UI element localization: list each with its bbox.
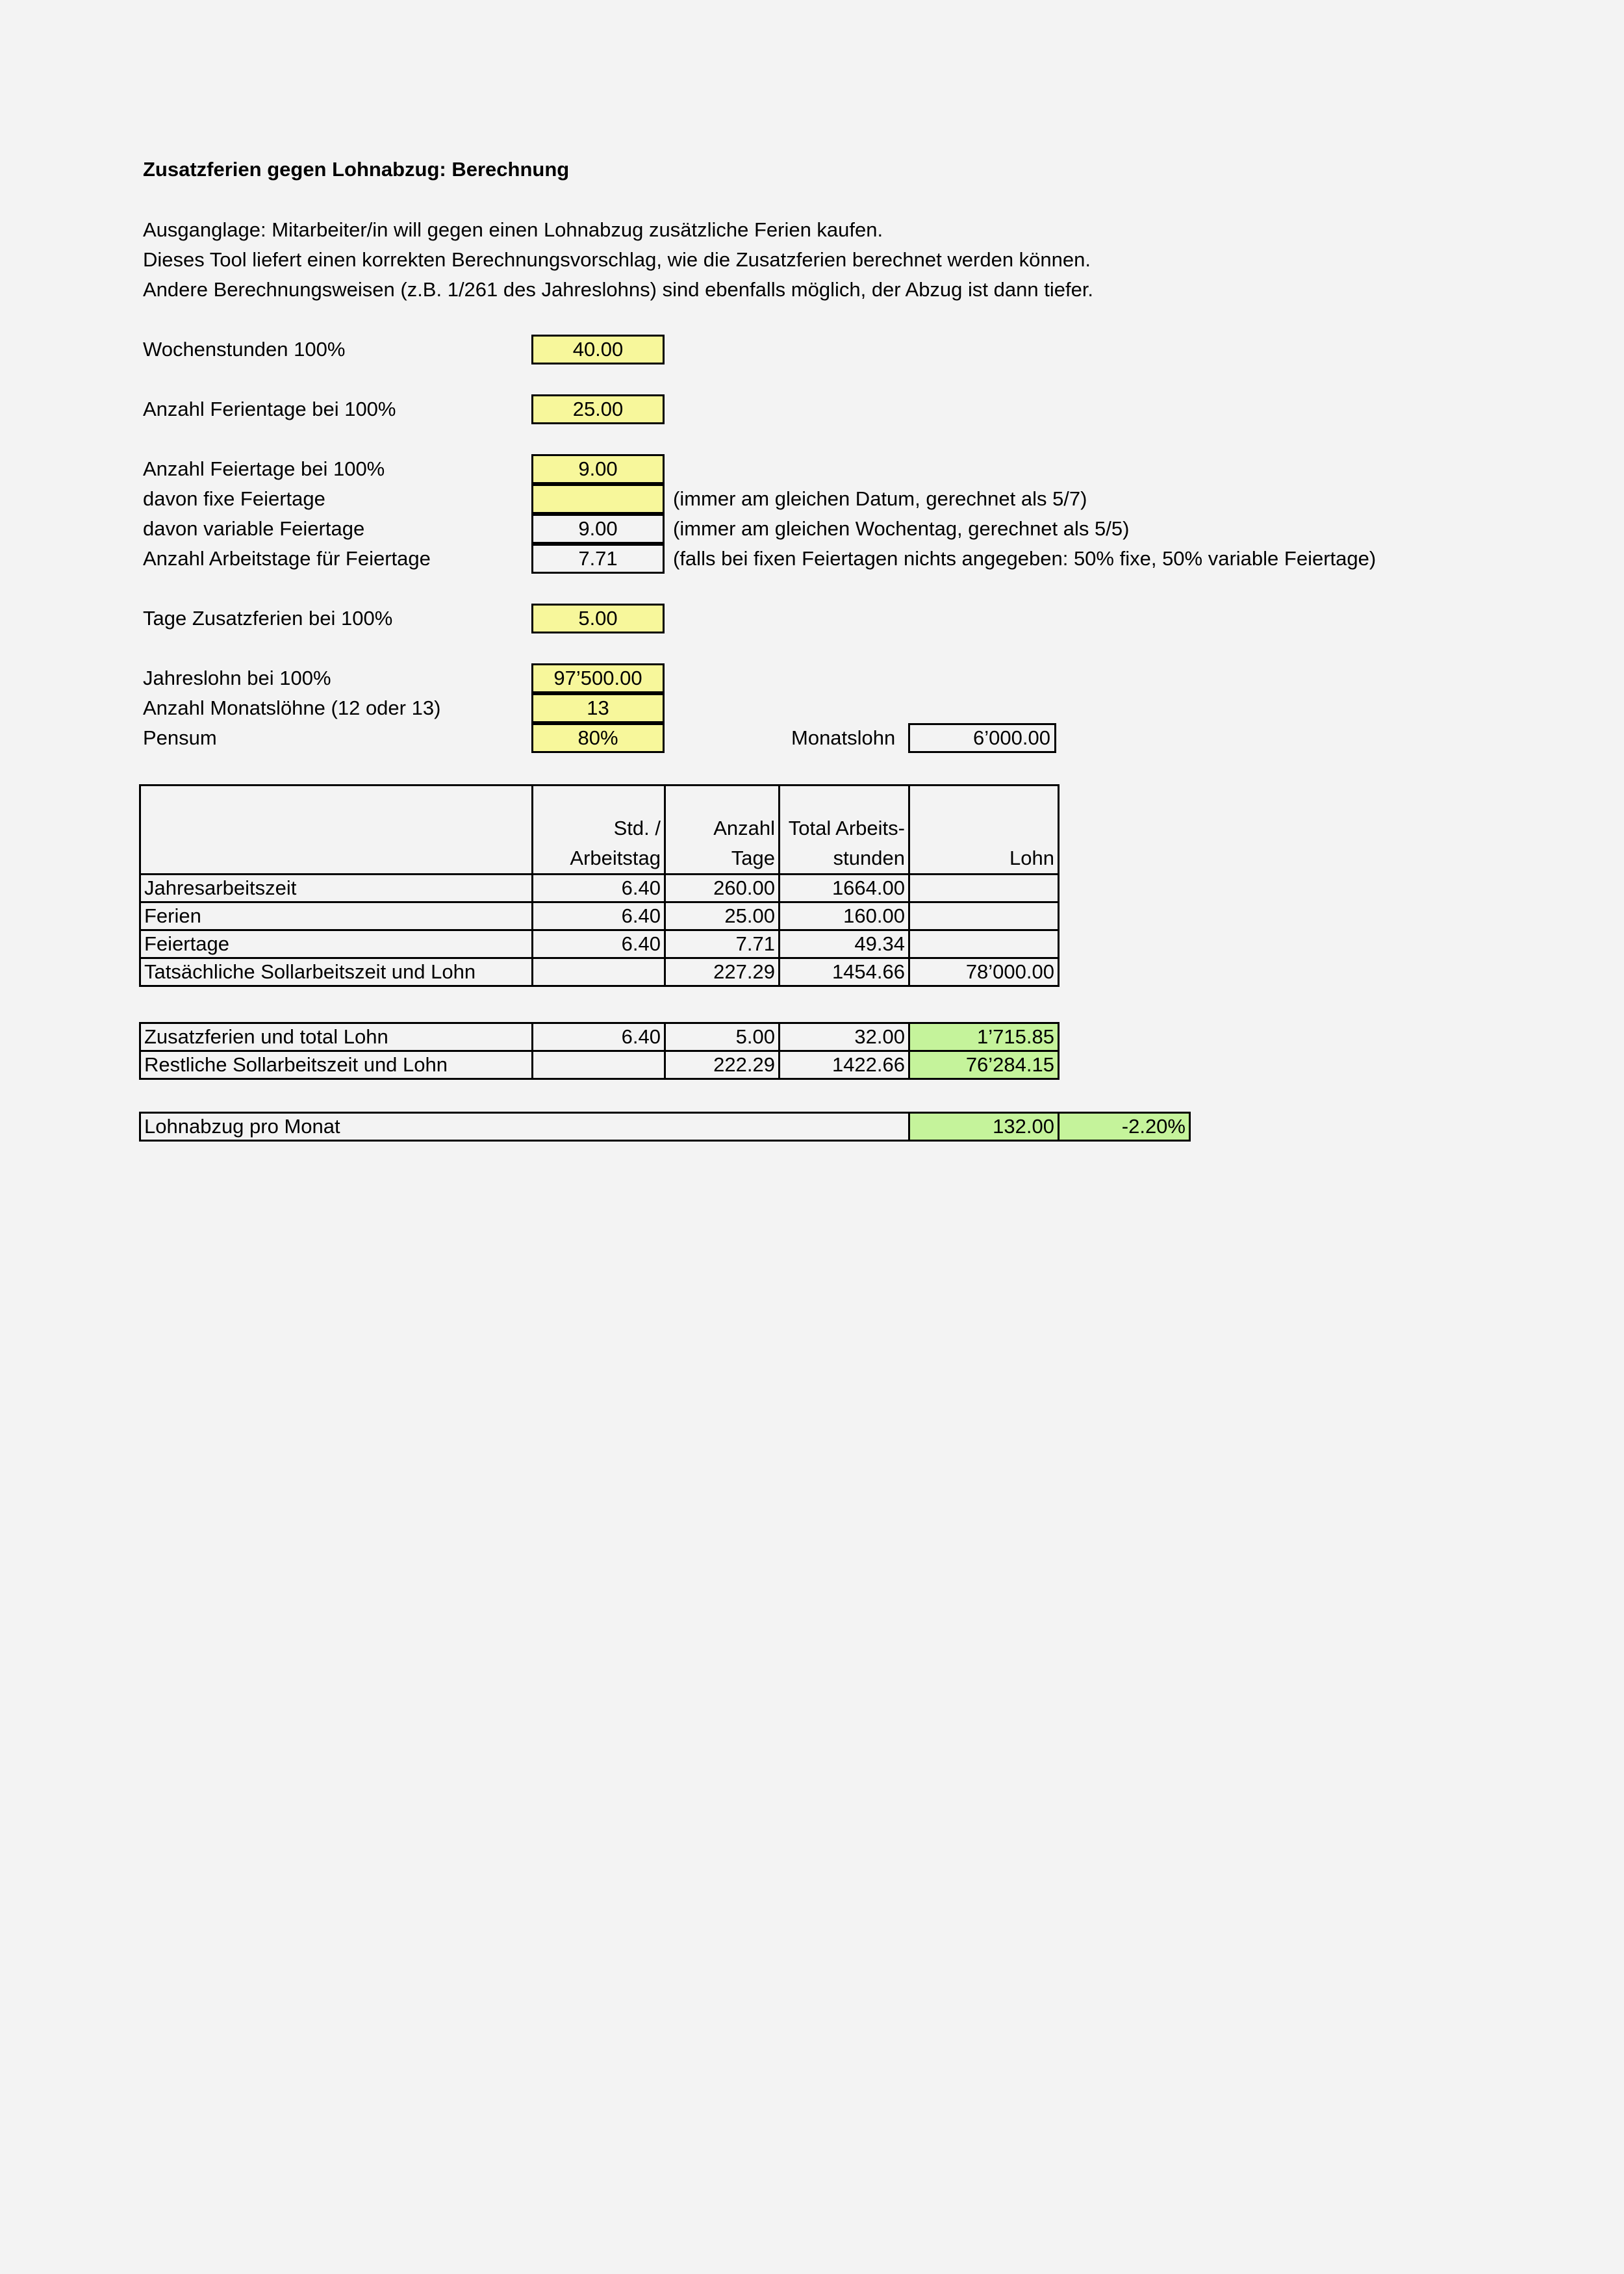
row-total: 32.00 [780,1023,909,1051]
row-tage: 227.29 [665,958,780,986]
row-lohn [909,875,1059,902]
monatsloehne-input[interactable]: 13 [531,693,665,723]
row-total: 1664.00 [780,875,909,902]
row-label: Feiertage [140,930,533,958]
calculation-table [139,784,1059,987]
header-total-arbeitsstunden: Total Arbeits- stunden [780,786,909,875]
variable-feiertage-label: davon variable Feiertage [143,517,365,540]
table-row [140,1023,1059,1051]
row-lohn: 76’284.15 [909,1051,1059,1079]
header-lohn: Lohn [909,786,1059,875]
row-std: 6.40 [533,1023,665,1051]
row-lohn [909,902,1059,930]
feiertage-label: Anzahl Feiertage bei 100% [143,457,385,480]
monatsloehne-label: Anzahl Monatslöhne (12 oder 13) [143,696,441,719]
row-total: 1422.66 [780,1051,909,1079]
fixe-feiertage-note: (immer am gleichen Datum, gerechnet als 5/7) [673,487,1087,510]
table-row [140,930,1059,958]
row-label: Jahresarbeitszeit [140,875,533,902]
table-row [140,958,1059,986]
row-tage: 7.71 [665,930,780,958]
zusatzferien-label: Tage Zusatzferien bei 100% [143,607,393,630]
row-std: 6.40 [533,875,665,902]
lohnabzug-label: Lohnabzug pro Monat [140,1113,909,1141]
table-row [140,902,1059,930]
monatslohn-value: 6’000.00 [908,723,1056,753]
feiertage-input[interactable]: 9.00 [531,454,665,484]
lohnabzug-percent: -2.20% [1059,1113,1190,1141]
intro-line-2: Dieses Tool liefert einen korrekten Berechnungsvorschlag, wie die Zusatzferien berechnet werden können. [143,248,1091,271]
wochenstunden-input[interactable]: 40.00 [531,335,665,364]
fixe-feiertage-label: davon fixe Feiertage [143,487,325,510]
jahreslohn-input[interactable]: 97’500.00 [531,663,665,693]
pensum-input[interactable]: 80% [531,723,665,753]
row-total: 160.00 [780,902,909,930]
row-tage: 25.00 [665,902,780,930]
ferientage-label: Anzahl Ferientage bei 100% [143,398,396,420]
arbeitstage-feiertage-label: Anzahl Arbeitstage für Feiertage [143,547,431,570]
row-std [533,1051,665,1079]
row-label: Restliche Sollarbeitszeit und Lohn [140,1051,533,1079]
header-empty-cell [140,786,533,875]
row-lohn: 78’000.00 [909,958,1059,986]
jahreslohn-label: Jahreslohn bei 100% [143,667,331,689]
arbeitstage-feiertage-value: 7.71 [531,544,665,574]
monatslohn-label: Monatslohn [791,726,896,749]
row-lohn: 1’715.85 [909,1023,1059,1051]
pensum-label: Pensum [143,726,217,749]
row-label: Tatsächliche Sollarbeitszeit und Lohn [140,958,533,986]
table-header-row [140,786,1059,875]
row-total: 49.34 [780,930,909,958]
zusatzferien-input[interactable]: 5.00 [531,604,665,633]
result-table [139,1022,1059,1080]
header-anzahl-tage: Anzahl Tage [665,786,780,875]
wochenstunden-label: Wochenstunden 100% [143,338,346,361]
row-lohn [909,930,1059,958]
arbeitstage-feiertage-note: (falls bei fixen Feiertagen nichts angegeben: 50% fixe, 50% variable Feiertage) [673,547,1377,570]
variable-feiertage-value: 9.00 [531,514,665,544]
row-label: Zusatzferien und total Lohn [140,1023,533,1051]
row-tage: 222.29 [665,1051,780,1079]
row-label: Ferien [140,902,533,930]
variable-feiertage-note: (immer am gleichen Wochentag, gerechnet als 5/5) [673,517,1130,540]
lohnabzug-value: 132.00 [909,1113,1059,1141]
row-std: 6.40 [533,930,665,958]
table-row [140,1051,1059,1079]
lohnabzug-row [140,1113,1190,1141]
ferientage-input[interactable]: 25.00 [531,394,665,424]
page-title: Zusatzferien gegen Lohnabzug: Berechnung [143,158,570,181]
lohnabzug-table [139,1112,1191,1142]
fixe-feiertage-input[interactable] [531,484,665,514]
intro-line-1: Ausganglage: Mitarbeiter/in will gegen einen Lohnabzug zusätzliche Ferien kaufen. [143,218,883,241]
table-row [140,875,1059,902]
row-std [533,958,665,986]
row-std: 6.40 [533,902,665,930]
header-std-arbeitstag: Std. / Arbeitstag [533,786,665,875]
row-tage: 260.00 [665,875,780,902]
row-tage: 5.00 [665,1023,780,1051]
intro-line-3: Andere Berechnungsweisen (z.B. 1/261 des Jahreslohns) sind ebenfalls möglich, der Abzug ist dann tiefer. [143,278,1094,301]
row-total: 1454.66 [780,958,909,986]
